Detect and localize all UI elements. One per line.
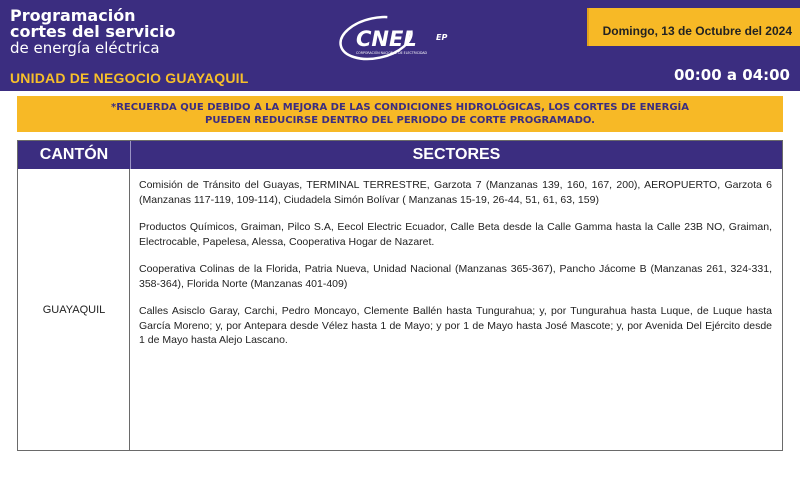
notice-line-2: PUEDEN REDUCIRSE DENTRO DEL PERIODO DE CORTE PROGRAMADO. <box>205 115 595 126</box>
time-range-label: 00:00 a 04:00 <box>673 66 790 84</box>
canton-cell <box>18 169 130 450</box>
sector-group-3: Cooperativa Colinas de la Florida, Patria Nueva, Unidad Nacional (Manzanas 365-367), Pancho Jácome B (Manzanas 261, 324-331, 358-364), Florida Norte (Manzanas 401-409) <box>139 263 772 290</box>
cnel-logo <box>336 14 486 64</box>
title-line-1: Programación <box>10 6 136 25</box>
business-unit-label: UNIDAD DE NEGOCIO GUAYAQUIL <box>10 70 249 86</box>
table-header-row <box>18 141 782 169</box>
sectores-cell <box>130 169 782 450</box>
program-title <box>10 8 175 57</box>
sector-group-1: Comisión de Tránsito del Guayas, TERMINAL TERRESTRE, Garzota 7 (Manzanas 139, 160, 167, 200), AEROPUERTO, Garzota 6 (Manzanas 117-119, 109-114), Ciudadela Simón Bolívar ( Manzanas 15-19, 26-44, 51, 61, 63, 159) <box>139 179 772 206</box>
title-line-2: cortes del servicio <box>10 22 176 41</box>
header-banner <box>0 0 800 91</box>
canton-name: GUAYAQUIL <box>42 303 106 316</box>
notice-line-1: *RECUERDA QUE DEBIDO A LA MEJORA DE LAS CONDICIONES HIDROLÓGICAS, LOS CORTES DE ENERGÍA <box>110 102 690 113</box>
logo-tagline: CORPORACIÓN NACIONAL DE ELECTRICIDAD <box>356 51 428 55</box>
logo-text: CNEL <box>356 27 417 51</box>
logo-suffix: EP <box>436 33 448 42</box>
title-line-3: de energía eléctrica <box>10 39 160 57</box>
sector-group-4: Calles Asisclo Garay, Carchi, Pedro Moncayo, Clemente Ballén hasta Tungurahua; y, por Tungurahua hasta Luque, de Luque hasta García Moreno; y, por Antepara desde Vélez hasta 1 de Mayo; y por 1 de Mayo hasta José Mascote; y, por Avenida Del Ejército desde 1 de Mayo hasta Alejo Lascano. <box>139 305 772 346</box>
column-header-canton: CANTÓN <box>39 146 109 163</box>
column-header-sectores: SECTORES <box>130 141 782 169</box>
date-label: Domingo, 13 de Octubre del 2024 <box>602 24 792 38</box>
notice-banner <box>17 96 783 132</box>
sector-group-2: Productos Químicos, Graiman, Pilco S.A, Eecol Electric Ecuador, Calle Beta desde la Calle Gamma hasta la Calle 23B NO, Graiman, Electrocable, Papelesa, Alessa, Cooperativa Hogar de Nazaret. <box>139 221 772 248</box>
schedule-table <box>17 140 783 451</box>
